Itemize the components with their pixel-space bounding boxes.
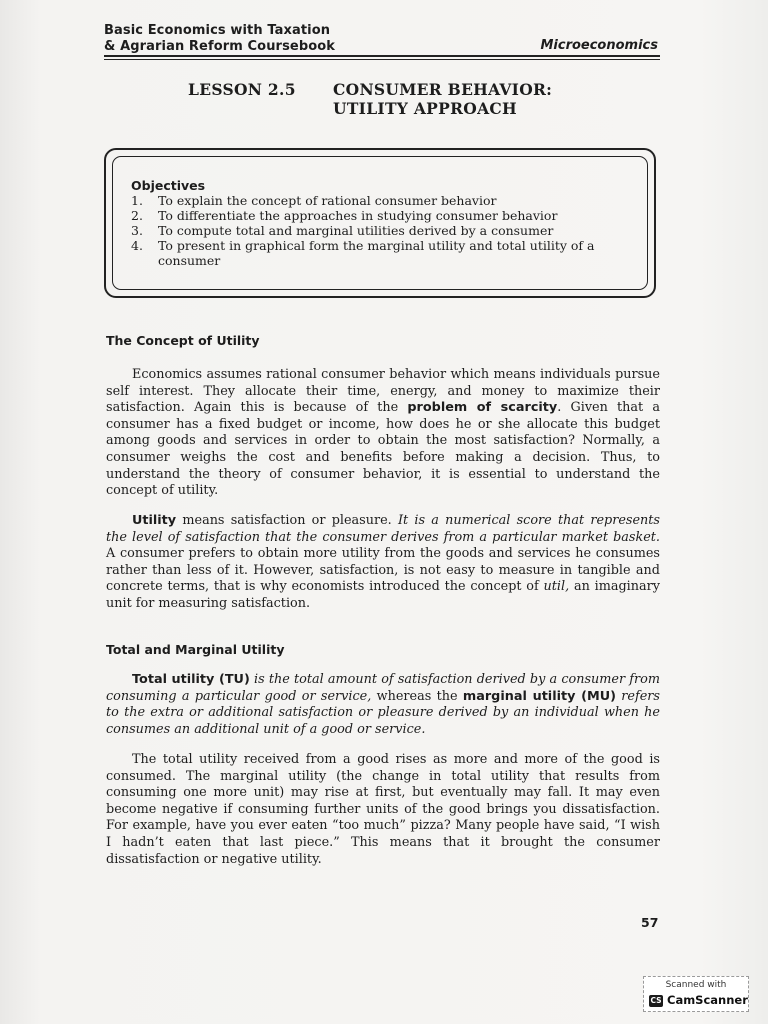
total-marginal-paragraph-2: The total utility received from a good rises as more and more of the good is consumed. The marginal utility (the change in total utility that results from consuming one more unit) may rise at first, but eventually may fall. It may even become negative if consuming further units of the good brings you dissatisfaction. For example, have you ever eaten “too much” pizza? Many people have said, “I wish I hadn’t eaten that last piece.” This means that it brought the consumer dissatisfaction or negative utility.	[106, 752, 660, 867]
objective-item: 3. To compute total and marginal utilities derived by a consumer	[131, 223, 554, 238]
watermark-caption: Scanned with	[665, 980, 727, 990]
camscanner-watermark	[643, 976, 749, 1012]
objective-item: 1. To explain the concept of rational consumer behavior	[131, 193, 497, 208]
page-number: 57	[641, 915, 659, 930]
objectives-heading: Objectives	[131, 178, 206, 193]
total-marginal-paragraph-1: Total utility (TU) is the total amount of satisfaction derived by a consumer from consuming a particular good or service, whereas the marginal utility (MU) refers to the extra or additional satisfaction or pleasure derived by an individual when he consumes an additional unit of a good or service.	[106, 672, 660, 737]
objective-item: 4. To present in graphical form the marginal utility and total utility of a consumer	[131, 238, 595, 268]
book-title-line1: Basic Economics with Taxation	[104, 23, 331, 38]
concept-paragraph-2: Utility means satisfaction or pleasure. It is a numerical score that represents the level of satisfaction that the consumer derives from a particular market basket. A consumer prefers to obtain more utility from the goods and services he consumes rather than less of it. However, satisfaction, is not easy to measure in tangible and concrete terms, that is why economists introduced the concept of util, an imaginary unit for measuring satisfaction.	[106, 513, 660, 611]
lesson-number: LESSON 2.5	[188, 80, 296, 99]
lesson-title-line1: CONSUMER BEHAVIOR:	[333, 80, 553, 99]
concept-paragraph-1: Economics assumes rational consumer behavior which means individuals pursue self interest. They allocate their time, energy, and money to maximize their satisfaction. Again this is because of the problem of scarcity. Given that a consumer has a fixed budget or income, how does he or she allocate this budget among goods and services in order to obtain the most satisfaction? Normally, a consumer weighs the cost and benefits before making a decision. Thus, to understand the theory of consumer behavior, it is essential to understand the concept of utility.	[106, 367, 660, 499]
section-name: Microeconomics	[540, 38, 658, 53]
header-rule-thick	[104, 55, 660, 57]
watermark-brand: CamScanner	[667, 993, 748, 1007]
book-title-line2: & Agrarian Reform Coursebook	[104, 39, 336, 54]
lesson-title-line2: UTILITY APPROACH	[333, 99, 517, 118]
total-marginal-heading: Total and Marginal Utility	[106, 642, 285, 657]
objectives-list	[131, 193, 631, 268]
objective-item: 2. To differentiate the approaches in studying consumer behavior	[131, 208, 558, 223]
camscanner-logo-icon: CS	[650, 996, 662, 1005]
book-title	[104, 23, 335, 55]
concept-heading: The Concept of Utility	[106, 333, 260, 348]
header-rule-thin	[104, 59, 660, 60]
lesson-title	[333, 80, 552, 118]
